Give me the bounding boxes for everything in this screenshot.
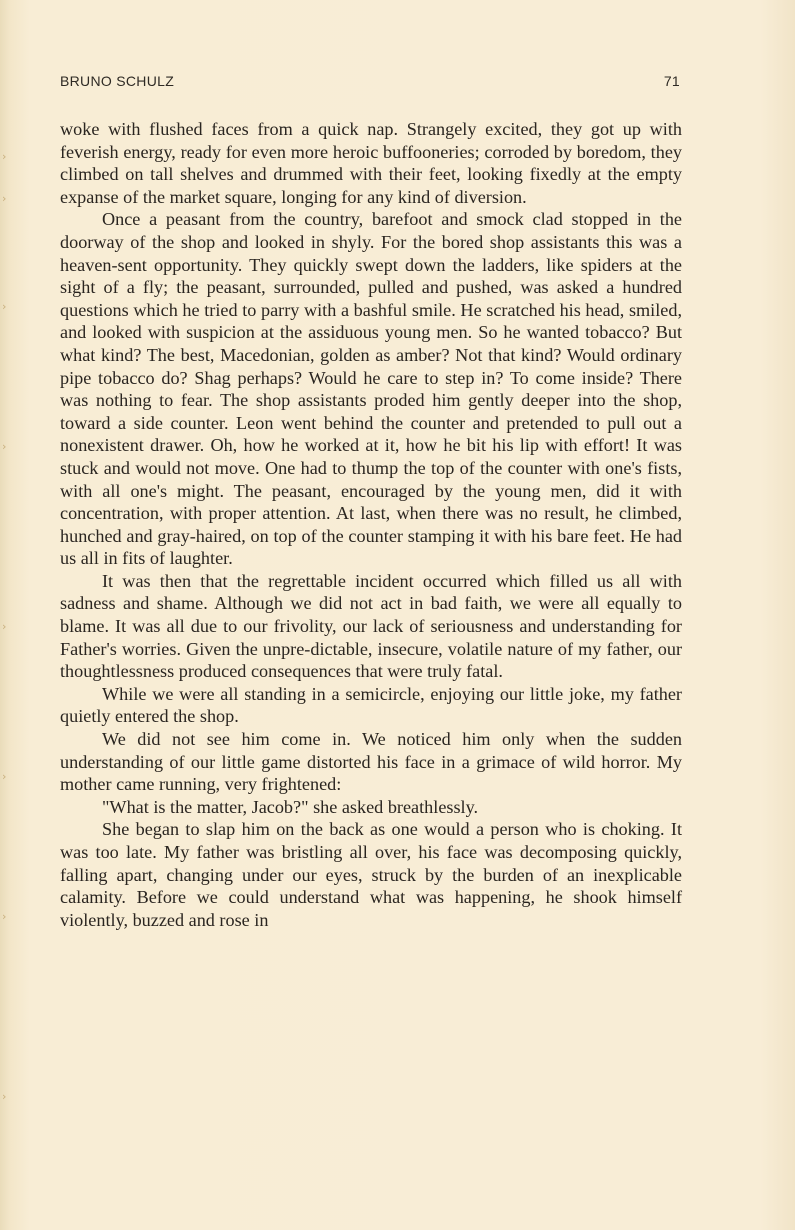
paragraph: It was then that the regrettable incident occurred which filled us all with sadness and shame. Although we did not act in bad faith, we were all equally to blame. It was all due to our frivolity, our lack of seriousness and understanding for Father's worries. Given the unpre-dictable, insecure, volatile nature of my father, our thoughtlessness produced consequences that were truly fatal.	[60, 570, 682, 682]
gutter-mark: ›	[2, 1090, 7, 1103]
paragraph: We did not see him come in. We noticed him only when the sudden understanding of our little game distorted his face in a grimace of wild horror. My mother came running, very frightened:	[60, 729, 682, 795]
paragraph: Once a peasant from the country, barefoot and smock clad stopped in the doorway of the shop and looked in shyly. For the bored shop assistants this was a heaven-sent opportunity. They quickly swept down the ladders, like spiders at the sight of a fly; the peasant, surrounded, pulled and pushed, was asked a hundred questions which he tried to parry with a bashful smile. He scratched his head, smiled, and looked with suspicion at the assiduous young men. So he wanted tobacco? But what kind? The best, Macedonian, golden as amber? Not that kind? Would ordinary pipe tobacco do? Shag perhaps? Would he care to step in? To come inside? There was nothing to fear. The shop assistants proded him gently deeper into the shop, toward a side counter. Leon went behind the counter and pretended to pull out a nonexistent drawer. Oh, how he worked at it, how he bit his lip with effort! It was stuck and would not move. One had to thump the top of the counter with one's fists, with all one's might. The peasant, encouraged by the young men, did it with concentration, with proper attention. At last, when there was no result, he climbed, hunched and gray-haired, on top of the counter stamping it with his bare feet. He had us all in fits of laughter.	[60, 209, 682, 569]
page-number: 71	[663, 73, 680, 89]
author-name: BRUNO SCHULZ	[60, 73, 175, 89]
body-text	[60, 118, 682, 931]
gutter-mark: ›	[2, 910, 7, 923]
running-head	[60, 73, 680, 93]
paragraph: "What is the matter, Jacob?" she asked breathlessly.	[102, 796, 479, 817]
paragraph: woke with flushed faces from a quick nap. Strangely excited, they got up with feverish energy, ready for even more heroic buffooneries; corroded by boredom, they climbed on tall shelves and drummed with their feet, looking fixedly at the empty expanse of the market square, longing for any kind of diversion.	[60, 119, 682, 207]
gutter-mark: ›	[2, 300, 7, 313]
gutter-mark: ›	[2, 440, 7, 453]
paragraph: She began to slap him on the back as one would a person who is choking. It was too late. My father was bristling all over, his face was decomposing quickly, falling apart, changing under our eyes, struck by the burden of an inexplicable calamity. Before we could understand what was happening, he shook himself violently, buzzed and rose in	[60, 819, 682, 930]
gutter-mark: ›	[2, 620, 7, 633]
gutter-mark: ›	[2, 192, 7, 205]
paragraph: While we were all standing in a semicircle, enjoying our little joke, my father quietly entered the shop.	[60, 683, 682, 727]
gutter-mark: ›	[2, 770, 7, 783]
gutter-mark: ›	[2, 150, 7, 163]
